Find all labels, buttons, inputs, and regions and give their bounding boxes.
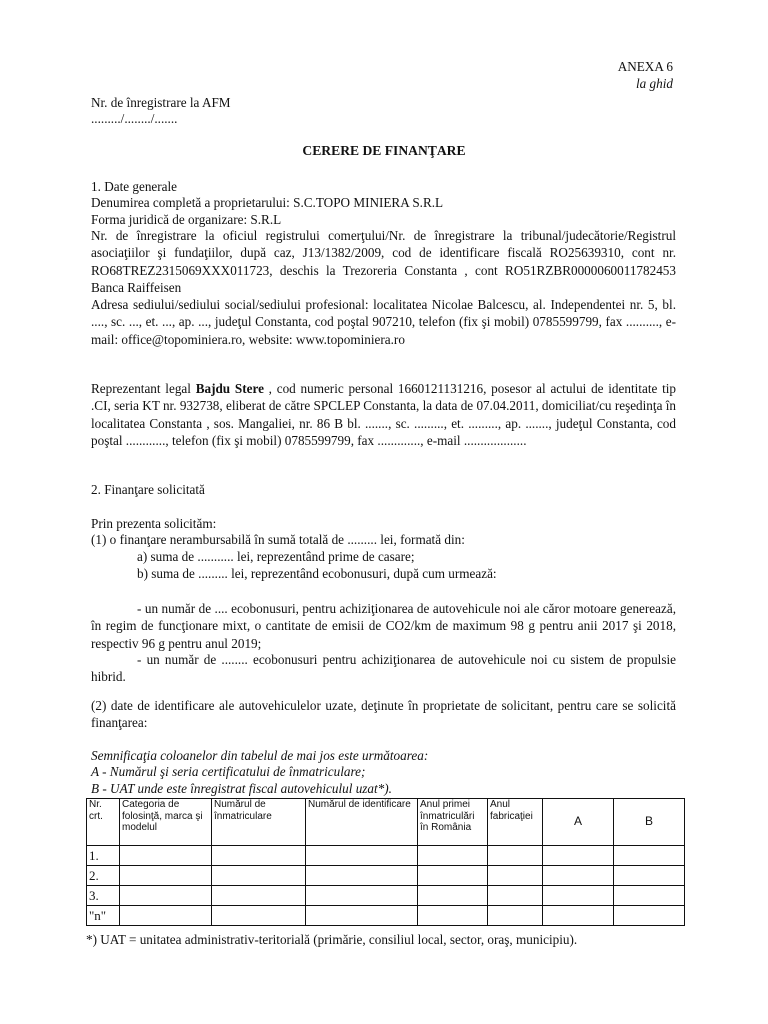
table-cell[interactable]: [488, 906, 543, 926]
document-title: CERERE DE FINANŢARE: [302, 143, 466, 158]
table-cell[interactable]: [543, 866, 614, 886]
table-cell[interactable]: [488, 886, 543, 906]
ecobonus-dash-2: [91, 651, 676, 686]
legend-b: B - UAT unde este înregistrat fiscal autovehiculul uzat*).: [91, 781, 392, 796]
footnote: *) UAT = unitatea administrativ-teritorială (primărie, consiliul local, sector, oraş, municipiu).: [86, 932, 578, 947]
address-details: Adresa sediului/sediului social/sediului profesional: localitatea Nicolae Balcescu, al. Independentei nr. 5, bl. ...., sc. ..., et. ..., ap. ..., judeţul Constanta, cod poştal 907210, telefon (fix şi mobil) 0785599799, fax .........., e-mail: office@topominiera.ro, website: www.topominiera.ro: [91, 297, 676, 347]
request-point-b: b) suma de ......... lei, reprezentând ecobonusuri, după cum urmează:: [137, 566, 497, 581]
owner-name: Denumirea completă a proprietarului: S.C.TOPO MINIERA S.R.L: [91, 195, 444, 210]
ecobonus-dash-1-text: - un număr de .... ecobonusuri, pentru achiziţionarea de autovehicule noi ale căror motoare generează, în regim de funcţionare mixt, o cantitate de emisii de CO2/km de maximum 98 g pentru anii 2017 şi 2018, respectiv 96 g pentru anul 2019;: [91, 601, 676, 651]
table-cell[interactable]: [212, 906, 306, 926]
table-row: [87, 906, 685, 926]
table-cell[interactable]: [543, 846, 614, 866]
col-header-first-reg: Anul primei înmatriculări în România: [418, 799, 488, 846]
table-row: [87, 846, 685, 866]
table-cell[interactable]: [614, 846, 685, 866]
legal-form: Forma juridică de organizare: S.R.L: [91, 212, 282, 227]
row-number: "n": [87, 906, 120, 926]
table-cell[interactable]: [212, 846, 306, 866]
row-number: 1.: [87, 846, 120, 866]
table-cell[interactable]: [614, 906, 685, 926]
section1-heading: 1. Date generale: [91, 179, 178, 194]
table-cell[interactable]: [120, 906, 212, 926]
table-cell[interactable]: [543, 906, 614, 926]
row-number: 3.: [87, 886, 120, 906]
rep-prefix: Reprezentant legal: [91, 381, 196, 396]
table-cell[interactable]: [488, 866, 543, 886]
col-header-vin: Numărul de identificare: [306, 799, 418, 846]
rep-name: Bajdu Stere: [195, 381, 264, 396]
registration-value: ........./......../.......: [91, 111, 178, 126]
request-point-a: a) suma de ........... lei, reprezentând prime de casare;: [137, 549, 415, 564]
rep-details: , cod numeric personal 1660121131216, posesor al actului de identitate tip .CI, seria KT nr. 932738, eliberat de către SPCLEP Constanta, la data de 07.04.2011, domiciliat/cu reşedinţa în localitatea Constanta , sos. Mangaliei, nr. 86 B bl. ......., sc. ........., et. ........., ap. ......., judeţul Constanta, cod poştal ............, telefon (fix şi mobil) 0785599799, fax ............., e-mail ...................: [91, 381, 677, 449]
table-cell[interactable]: [306, 906, 418, 926]
legal-representative: [91, 380, 676, 450]
table-cell[interactable]: [306, 886, 418, 906]
ecobonus-dash-1: [91, 600, 676, 652]
table-row: [87, 866, 685, 886]
vehicles-table: [86, 798, 685, 926]
registration-label: Nr. de înregistrare la AFM: [91, 95, 231, 110]
table-cell[interactable]: [418, 846, 488, 866]
table-header-row: [87, 799, 685, 846]
table-cell[interactable]: [306, 846, 418, 866]
table-cell[interactable]: [120, 866, 212, 886]
registration-details: Nr. de înregistrare la oficiul registrului comerţului/Nr. de înregistrare la tribunal/judecătorie/Registrul asociaţiilor şi fundaţiilor, după caz, J13/1382/2009, cod de identificare fiscală RO25639310, cont nr. RO68TREZ2315069XXX011723, deschis la Trezoreria Constanta , cont RO51RZBR0000060011782453 Banca Raiffeisen: [91, 228, 676, 296]
table-cell[interactable]: [614, 886, 685, 906]
table-cell[interactable]: [212, 866, 306, 886]
table-cell[interactable]: [614, 866, 685, 886]
table-cell[interactable]: [120, 886, 212, 906]
annex-subtitle: la ghid: [636, 76, 673, 91]
col-header-b: B: [614, 799, 685, 846]
section2-heading: 2. Finanţare solicitată: [91, 482, 205, 497]
col-header-year: Anul fabricaţiei: [488, 799, 543, 846]
col-header-category: Categoria de folosinţă, marca şi modelul: [120, 799, 212, 846]
col-header-a: A: [543, 799, 614, 846]
table-cell[interactable]: [418, 886, 488, 906]
legend-a: A - Numărul şi seria certificatului de înmatriculare;: [91, 764, 366, 779]
ecobonus-dash-2-text: - un număr de ........ ecobonusuri pentru achiziţionarea de autovehicule noi cu sistem de propulsie hibrid.: [91, 652, 676, 685]
table-cell[interactable]: [418, 866, 488, 886]
table-cell[interactable]: [306, 866, 418, 886]
table-cell[interactable]: [418, 906, 488, 926]
table-row: [87, 886, 685, 906]
table-cell[interactable]: [120, 846, 212, 866]
request-point-2: (2) date de identificare ale autovehiculelor uzate, deţinute în proprietate de solicitant, pentru care se solicită finanţarea:: [91, 698, 676, 731]
request-intro: Prin prezenta solicităm:: [91, 516, 217, 531]
col-header-nr: Nr. crt.: [87, 799, 120, 846]
request-point-1: (1) o finanţare nerambursabilă în sumă totală de ......... lei, formată din:: [91, 532, 465, 547]
table-cell[interactable]: [212, 886, 306, 906]
row-number: 2.: [87, 866, 120, 886]
legend-intro: Semnificaţia coloanelor din tabelul de mai jos este următoarea:: [91, 748, 429, 763]
table-cell[interactable]: [543, 886, 614, 906]
annex-label: ANEXA 6: [617, 59, 673, 74]
table-cell[interactable]: [488, 846, 543, 866]
col-header-plate: Numărul de înmatriculare: [212, 799, 306, 846]
